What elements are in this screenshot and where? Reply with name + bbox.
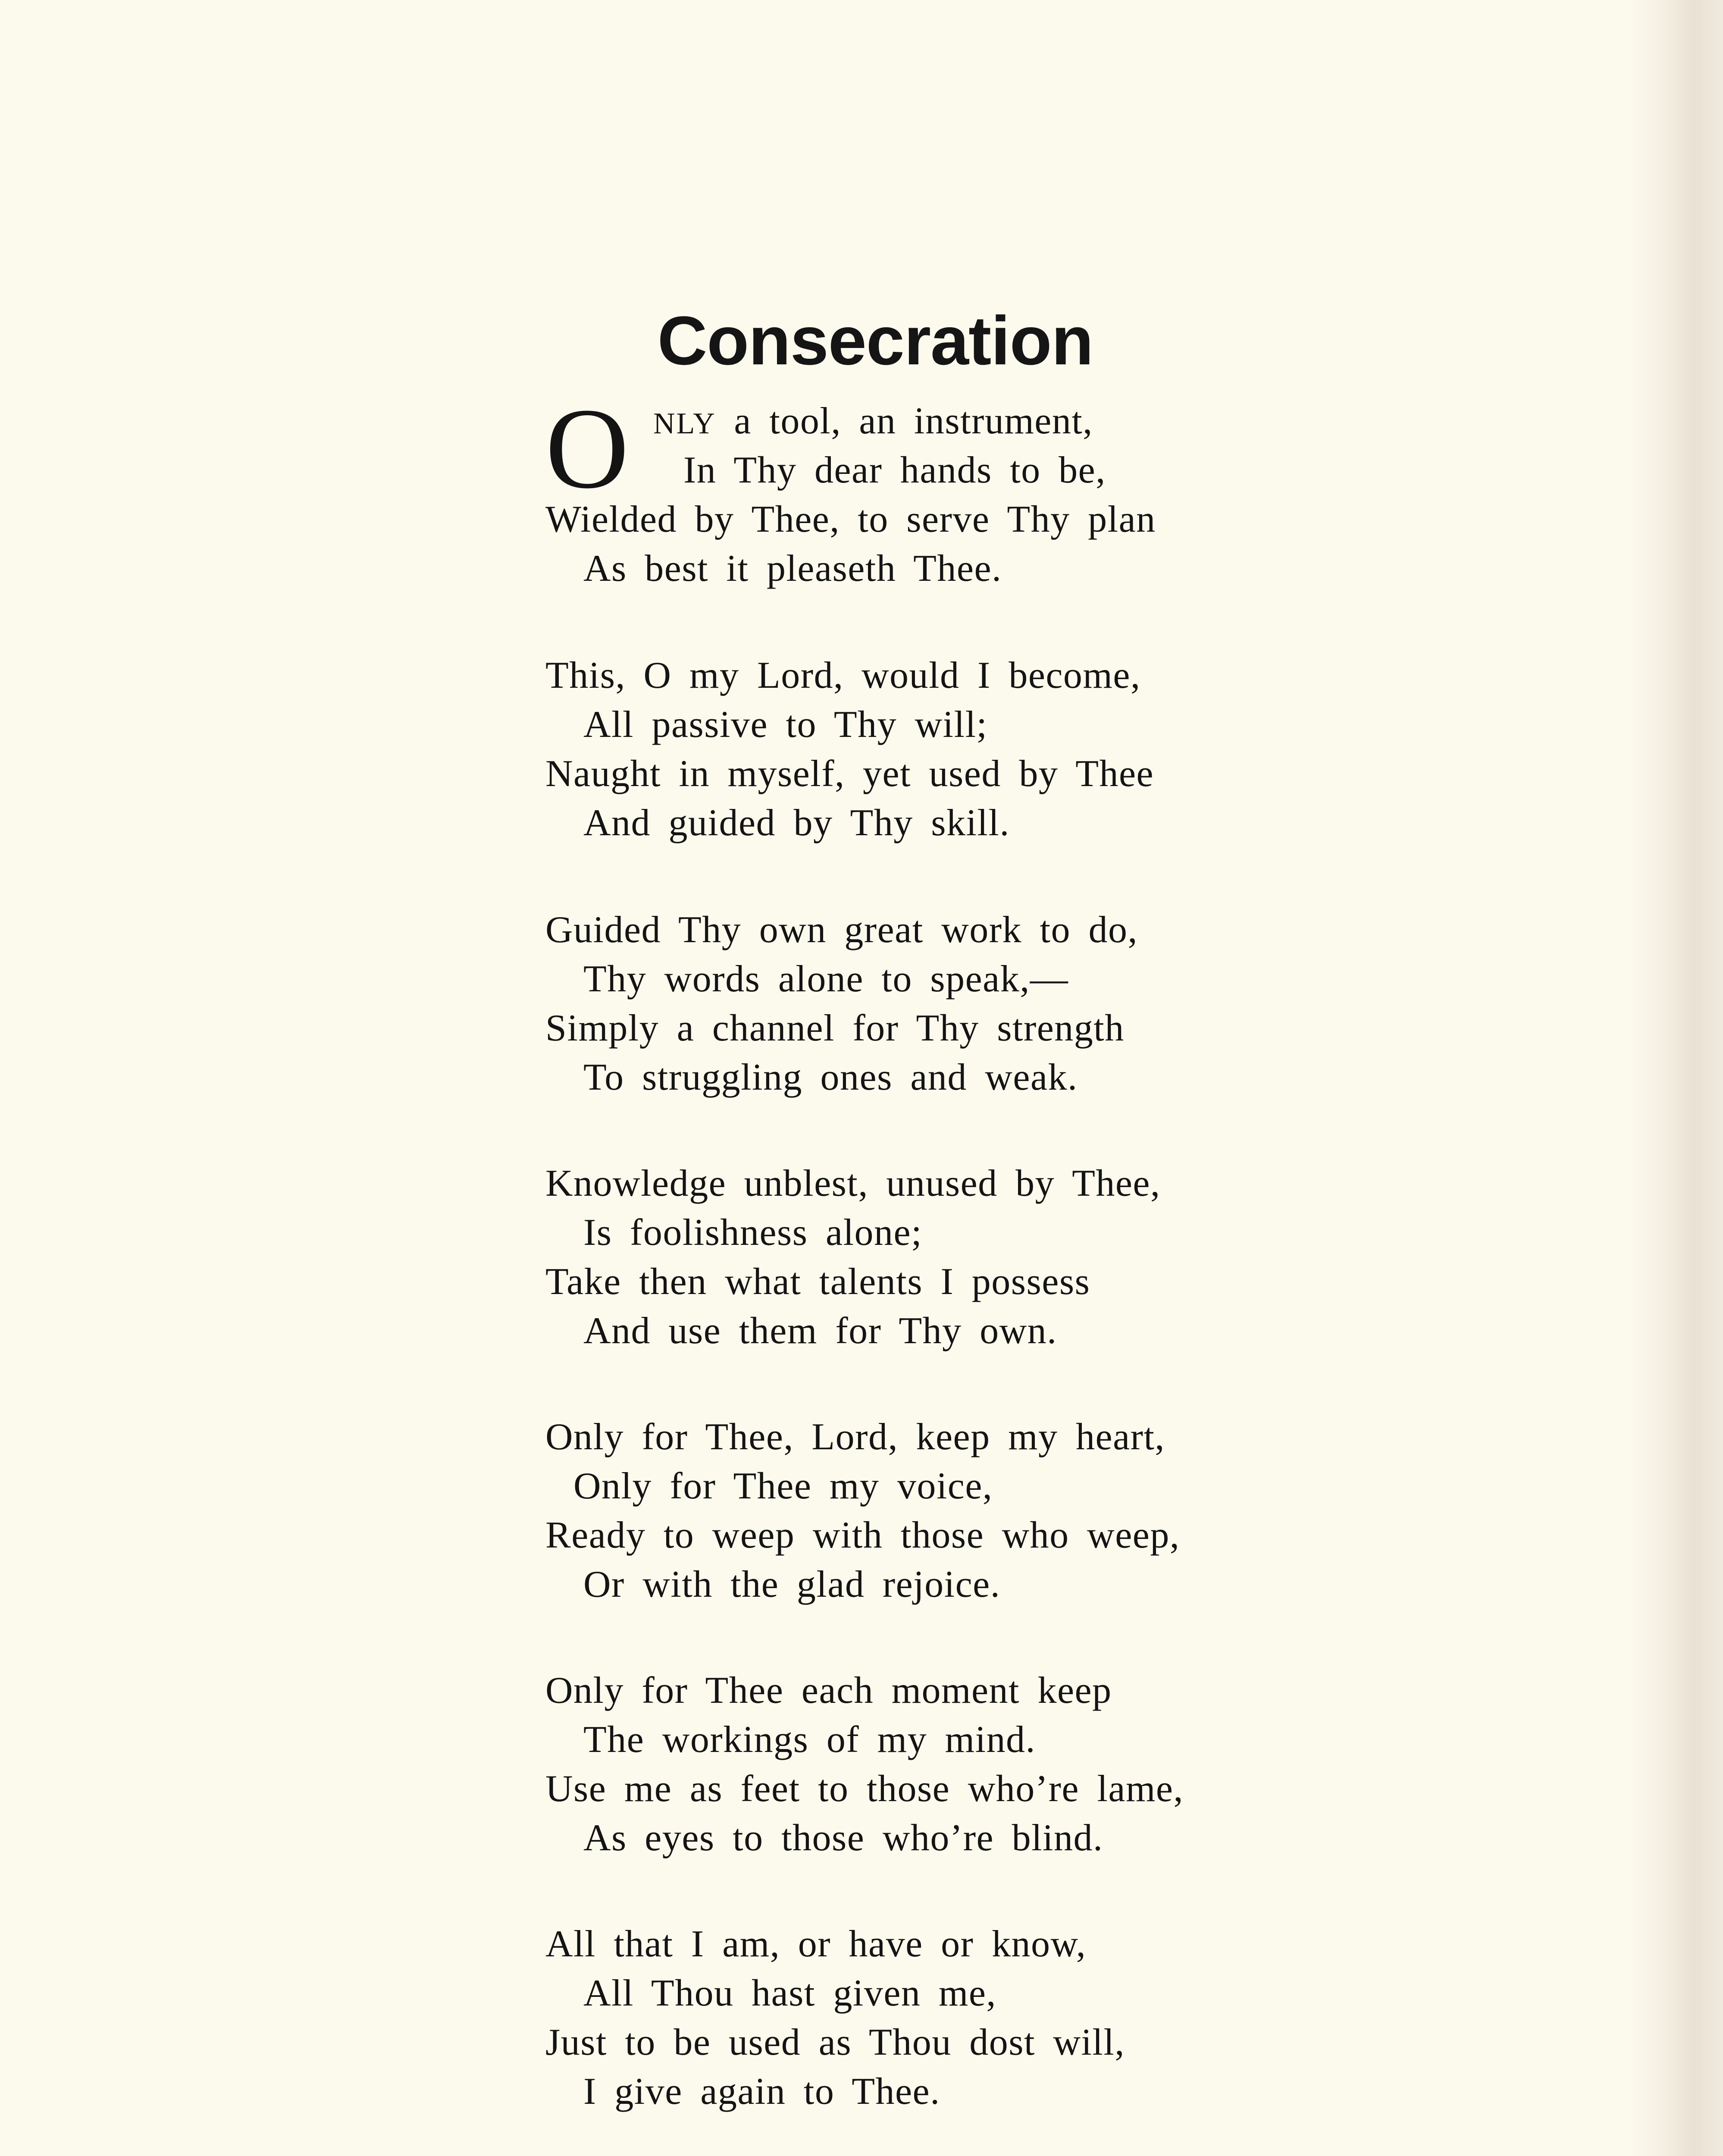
poem-line: Ready to weep with those who weep,: [545, 1514, 1180, 1556]
poem-line-first: [653, 397, 1093, 446]
poem-line: All passive to Thy will;: [583, 704, 988, 746]
poem-line: As best it pleaseth Thee.: [583, 548, 1002, 589]
poem-line: Is foolishness alone;: [583, 1212, 923, 1253]
poem-line: All Thou hast given me,: [583, 1972, 996, 2014]
poem-line: Take then what talents I possess: [545, 1261, 1090, 1303]
poem-line: And use them for Thy own.: [583, 1310, 1057, 1352]
poem-line: Simply a channel for Thy strength: [545, 1007, 1125, 1049]
poem-line: Knowledge unblest, unused by Thee,: [545, 1163, 1161, 1204]
poem-line: Use me as feet to those who’re lame,: [545, 1768, 1184, 1810]
poem-line: And guided by Thy skill.: [583, 802, 1010, 844]
poem-line: I give again to Thee.: [583, 2071, 940, 2112]
poem-line: To struggling ones and weak.: [583, 1056, 1078, 1098]
poem-line: Only for Thee each moment keep: [545, 1670, 1112, 1711]
drop-cap: O: [545, 384, 629, 512]
poem-line: All that I am, or have or know,: [545, 1923, 1087, 1965]
poem-line: This, O my Lord, would I become,: [545, 655, 1141, 696]
poem-line: The workings of my mind.: [583, 1719, 1036, 1761]
small-caps-word: NLY: [653, 407, 716, 440]
poem-line: Only for Thee, Lord, keep my heart,: [545, 1416, 1165, 1458]
first-line-text: a tool, an instrument,: [716, 400, 1093, 442]
poem-line: As eyes to those who’re blind.: [583, 1817, 1103, 1859]
poem-line: In Thy dear hands to be,: [683, 449, 1106, 491]
poem-line: Wielded by Thee, to serve Thy plan: [545, 498, 1156, 540]
poem-line: Only for Thee my voice,: [573, 1465, 993, 1507]
poem-line: Thy words alone to speak,—: [583, 958, 1069, 1000]
poem-line: Or with the glad rejoice.: [583, 1564, 1001, 1605]
poem-title: Consecration: [657, 302, 1093, 379]
poem-line: Naught in myself, yet used by Thee: [545, 753, 1154, 795]
poem-line: Guided Thy own great work to do,: [545, 909, 1138, 951]
poem-line: Just to be used as Thou dost will,: [545, 2021, 1125, 2063]
